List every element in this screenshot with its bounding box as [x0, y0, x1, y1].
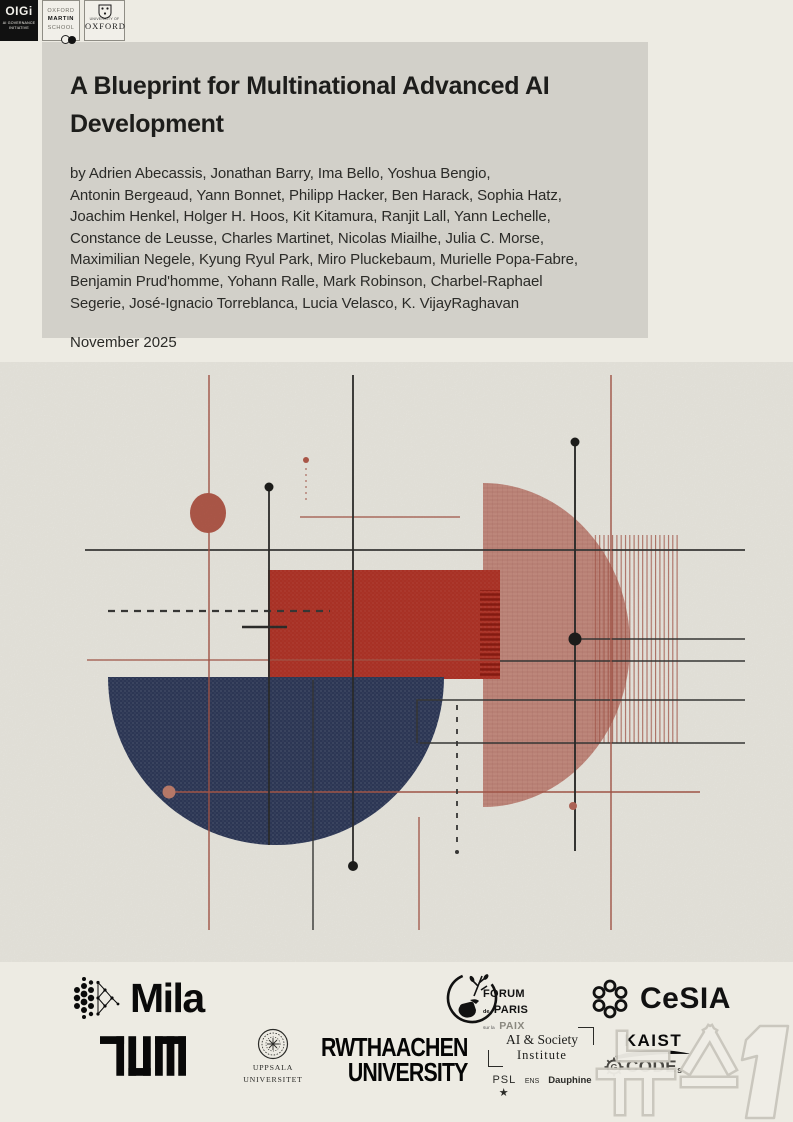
tum-logo — [100, 1034, 186, 1083]
bracket-corner — [488, 1050, 503, 1067]
cesia-flower-icon — [589, 978, 631, 1020]
rwth-line: RWTHAACHEN — [321, 1032, 468, 1062]
uppsala-line: UNIVERSITET — [243, 1074, 303, 1084]
psl-logo: PSL ★ — [492, 1074, 517, 1099]
page-title: A Blueprint for Multinational Advanced AI Development — [70, 72, 550, 138]
cesia-wordmark: CeSIA — [640, 982, 731, 1015]
forum-de-paris-logo — [444, 966, 534, 1038]
tum-lettermark — [100, 1034, 186, 1078]
author-line: by Adrien Abecassis, Jonathan Barry, Ima Bello, Yoshua Bengio, — [70, 165, 491, 182]
university-of-oxford-logo — [84, 0, 125, 41]
uppsala-logo — [240, 1028, 306, 1085]
publication-date: November 2025 — [70, 334, 177, 352]
oxford-top-text: UNIVERSITY OF — [89, 17, 120, 21]
aigi-sub-line: AI GOVERNANCE — [2, 21, 36, 25]
author-line: Joachim Henkel, Holger H. Hoos, Kit Kitamura, Ranjit Lall, Yann Lechelle, — [70, 208, 551, 226]
kaist-wordmark: KAIST — [623, 1031, 683, 1050]
oxford-logo-cluster — [0, 0, 793, 41]
author-line: Benjamin Prud'homme, Yohann Ralle, Mark Robinson, Charbel-Raphael — [70, 272, 543, 290]
author-line: Segerie, José-Ignacio Torreblanca, Lucia Velasco, K. VijayRaghavan — [70, 294, 519, 312]
svg-text:G: G — [610, 1062, 618, 1073]
aigi-sub-line: INITIATIVE — [9, 26, 29, 31]
uppsala-line: UPPSALA — [252, 1063, 294, 1072]
ai-society-institute-logo — [494, 1030, 590, 1099]
oms-line: MARTIN — [47, 16, 75, 23]
forum-line: FORUM — [483, 988, 525, 1000]
oxford-martin-school-logo — [42, 0, 80, 41]
dauphine-logo: Dauphine — [548, 1075, 592, 1086]
partner-logos — [494, 1074, 590, 1099]
oms-toggle-mark — [61, 35, 76, 44]
forum-wordmark — [483, 989, 528, 1034]
forum-line: de PARIS — [483, 1003, 529, 1016]
rwth-aachen-logo — [321, 1032, 468, 1087]
uppsala-seal-icon — [257, 1028, 289, 1060]
ai-governance-initiative-logo — [0, 0, 38, 41]
cesia-logo — [589, 978, 731, 1020]
author-list — [70, 163, 638, 314]
ai-society-line: Institute — [517, 1048, 567, 1062]
ai-society-line: AI & Society — [506, 1032, 578, 1047]
oms-line: SCHOOL — [47, 24, 75, 31]
author-line: Antonin Bergeaud, Yann Bonnet, Philipp Hacker, Ben Harack, Sophia Hatz, — [70, 186, 562, 204]
rwth-line: UNIVERSITY — [347, 1056, 468, 1087]
author-line: Constance de Leusse, Charles Martinet, Nicolas Miailhe, Julia C. Morse, — [70, 229, 544, 247]
mila-logo — [72, 974, 204, 1022]
aigi-mark: OIGi — [5, 4, 33, 18]
cover-artwork — [0, 362, 793, 962]
author-line: Maximilian Negele, Kyung Ryul Park, Miro Pluckebaum, Murielle Popa-Fabre, — [70, 251, 578, 269]
oms-line: OXFORD — [47, 8, 75, 14]
title-box — [42, 42, 648, 352]
forum-line: sur la PAIX — [483, 1020, 525, 1033]
news1-watermark — [592, 1022, 793, 1122]
mila-wordmark: Mila — [130, 974, 204, 1021]
codes-suffix: s — [677, 1065, 683, 1075]
mila-network-icon — [72, 974, 122, 1022]
oxford-wordmark: OXFORD — [85, 21, 126, 31]
ens-logo: ENS — [524, 1078, 540, 1085]
codes-wordmark: CODE — [626, 1057, 678, 1076]
oxford-crest-icon — [98, 4, 112, 19]
